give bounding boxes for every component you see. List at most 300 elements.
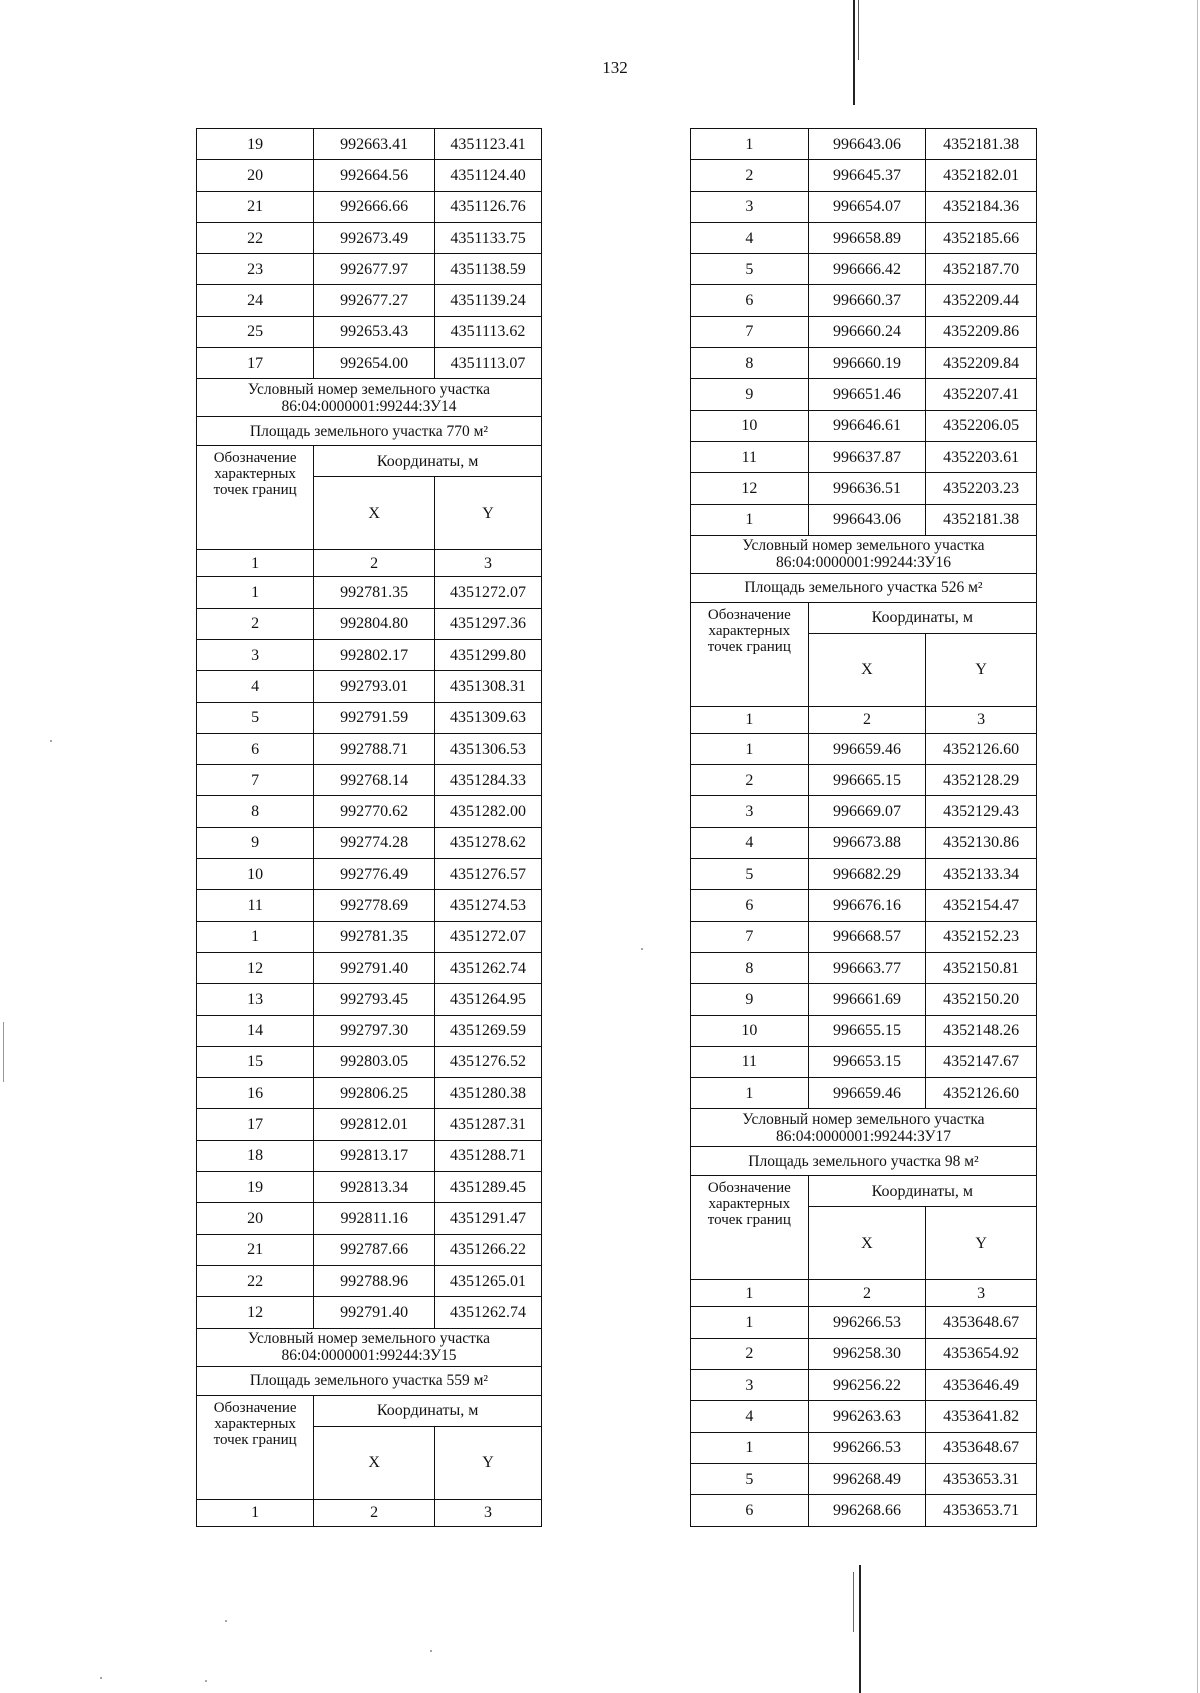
- y-coordinate-cell: 4351113.07: [435, 348, 542, 379]
- x-coordinate-cell: 996658.89: [808, 222, 926, 253]
- point-number-cell: 4: [197, 671, 314, 702]
- point-number-cell: 2: [691, 765, 809, 796]
- point-number-cell: 9: [197, 827, 314, 858]
- header-coordinates-cell: Координаты, м: [808, 602, 1036, 633]
- table-row: [691, 859, 1037, 890]
- y-coordinate-cell: 4351272.07: [435, 921, 542, 952]
- y-coordinate-cell: 4351287.31: [435, 1109, 542, 1140]
- table-row: [197, 859, 542, 890]
- x-coordinate-cell: 992781.35: [314, 921, 435, 952]
- point-number-cell: 3: [691, 191, 809, 222]
- y-coordinate-cell: 4351282.00: [435, 796, 542, 827]
- point-number-cell: 8: [197, 796, 314, 827]
- table-row: [197, 1297, 542, 1328]
- x-coordinate-cell: 992788.71: [314, 733, 435, 764]
- y-coordinate-cell: 4352129.43: [926, 796, 1037, 827]
- right-coordinates-column: [690, 128, 1037, 1527]
- table-row: [691, 1432, 1037, 1463]
- x-coordinate-cell: 992781.35: [314, 577, 435, 608]
- x-coordinate-cell: 992663.41: [314, 129, 435, 160]
- table-row: [691, 1015, 1037, 1046]
- parcel-number-cell: [691, 1109, 1037, 1147]
- point-number-cell: 3: [691, 1370, 809, 1401]
- table-row: [197, 316, 542, 347]
- point-number-cell: 1: [691, 1078, 809, 1109]
- x-coordinate-cell: 992770.62: [314, 796, 435, 827]
- header-row-column-numbers: [691, 1280, 1037, 1307]
- x-coordinate-cell: 992791.59: [314, 702, 435, 733]
- x-coordinate-cell: 992787.66: [314, 1234, 435, 1265]
- table-row: [197, 191, 542, 222]
- table-row: [691, 129, 1037, 160]
- point-number-cell: 1: [197, 577, 314, 608]
- y-coordinate-cell: 4351288.71: [435, 1140, 542, 1171]
- table-row: [691, 921, 1037, 952]
- point-number-cell: 8: [691, 348, 809, 379]
- x-coordinate-cell: 996256.22: [808, 1370, 926, 1401]
- point-number-cell: 10: [691, 410, 809, 441]
- point-number-cell: 1: [691, 1307, 809, 1338]
- y-coordinate-cell: 4351284.33: [435, 765, 542, 796]
- right-coordinates-table: [690, 128, 1037, 1527]
- y-coordinate-cell: 4351133.75: [435, 222, 542, 253]
- table-row: [197, 733, 542, 764]
- header-row-column-numbers: [197, 1499, 542, 1526]
- y-coordinate-cell: 4351309.63: [435, 702, 542, 733]
- parcel-number-cell: [197, 1328, 542, 1366]
- parcel-area-cell: Площадь земельного участка 770 м²: [197, 417, 542, 446]
- y-coordinate-cell: 4351308.31: [435, 671, 542, 702]
- y-coordinate-cell: 4351113.62: [435, 316, 542, 347]
- point-number-cell: 7: [691, 921, 809, 952]
- table-row: [691, 348, 1037, 379]
- y-coordinate-cell: 4351280.38: [435, 1078, 542, 1109]
- x-coordinate-cell: 992664.56: [314, 160, 435, 191]
- table-row: [691, 952, 1037, 983]
- header-y-cell: Y: [435, 1426, 542, 1499]
- point-number-cell: 20: [197, 1203, 314, 1234]
- y-coordinate-cell: 4351266.22: [435, 1234, 542, 1265]
- scan-speck: [641, 948, 643, 950]
- point-number-cell: 4: [691, 1401, 809, 1432]
- x-coordinate-cell: 992812.01: [314, 1109, 435, 1140]
- parcel-number-label: Условный номер земельного участка: [742, 537, 985, 555]
- y-coordinate-cell: 4352126.60: [926, 733, 1037, 764]
- table-row: [691, 1307, 1037, 1338]
- x-coordinate-cell: 996660.19: [808, 348, 926, 379]
- table-row: [691, 191, 1037, 222]
- header-col-number-3: 3: [435, 550, 542, 577]
- header-designation-cell: Обозначение характерных точек границ: [197, 1395, 314, 1499]
- parcel-area-row: [197, 1366, 542, 1395]
- point-number-cell: 6: [197, 733, 314, 764]
- x-coordinate-cell: 992778.69: [314, 890, 435, 921]
- table-row: [197, 1046, 542, 1077]
- parcel-area-row: [691, 573, 1037, 602]
- y-coordinate-cell: 4351123.41: [435, 129, 542, 160]
- y-coordinate-cell: 4351274.53: [435, 890, 542, 921]
- table-row: [691, 160, 1037, 191]
- point-number-cell: 6: [691, 1495, 809, 1526]
- x-coordinate-cell: 996651.46: [808, 379, 926, 410]
- x-coordinate-cell: 996659.46: [808, 733, 926, 764]
- table-row: [197, 1015, 542, 1046]
- y-coordinate-cell: 4352181.38: [926, 504, 1037, 535]
- point-number-cell: 14: [197, 1015, 314, 1046]
- x-coordinate-cell: 992653.43: [314, 316, 435, 347]
- parcel-section-row: [197, 1328, 542, 1366]
- parcel-section-row: [691, 1109, 1037, 1147]
- x-coordinate-cell: 996655.15: [808, 1015, 926, 1046]
- header-x-cell: X: [314, 1426, 435, 1499]
- table-row: [691, 316, 1037, 347]
- x-coordinate-cell: 992813.17: [314, 1140, 435, 1171]
- y-coordinate-cell: 4353653.71: [926, 1495, 1037, 1526]
- x-coordinate-cell: 996660.37: [808, 285, 926, 316]
- y-coordinate-cell: 4352203.23: [926, 473, 1037, 504]
- y-coordinate-cell: 4351278.62: [435, 827, 542, 858]
- y-coordinate-cell: 4351289.45: [435, 1172, 542, 1203]
- table-row: [691, 796, 1037, 827]
- point-number-cell: 10: [691, 1015, 809, 1046]
- x-coordinate-cell: 996643.06: [808, 129, 926, 160]
- table-row: [197, 702, 542, 733]
- x-coordinate-cell: 992813.34: [314, 1172, 435, 1203]
- parcel-area-cell: Площадь земельного участка 559 м²: [197, 1366, 542, 1395]
- x-coordinate-cell: 996643.06: [808, 504, 926, 535]
- x-coordinate-cell: 996268.66: [808, 1495, 926, 1526]
- header-col-number-2: 2: [314, 1499, 435, 1526]
- point-number-cell: 22: [197, 222, 314, 253]
- y-coordinate-cell: 4352207.41: [926, 379, 1037, 410]
- x-coordinate-cell: 996258.30: [808, 1338, 926, 1369]
- parcel-area-row: [691, 1147, 1037, 1176]
- header-col-number-1: 1: [691, 1280, 809, 1307]
- point-number-cell: 2: [197, 608, 314, 639]
- x-coordinate-cell: 992802.17: [314, 639, 435, 670]
- header-designation-cell: Обозначение характерных точек границ: [691, 1176, 809, 1280]
- y-coordinate-cell: 4351291.47: [435, 1203, 542, 1234]
- header-row-coordinates: [691, 1176, 1037, 1207]
- header-y-cell: Y: [926, 633, 1037, 706]
- x-coordinate-cell: 996268.49: [808, 1463, 926, 1494]
- x-coordinate-cell: 992811.16: [314, 1203, 435, 1234]
- x-coordinate-cell: 992788.96: [314, 1265, 435, 1296]
- header-y-cell: Y: [926, 1207, 1037, 1280]
- parcel-number-cell: [691, 535, 1037, 573]
- table-row: [197, 765, 542, 796]
- scan-speck: [225, 1620, 227, 1622]
- point-number-cell: 16: [197, 1078, 314, 1109]
- table-row: [197, 1078, 542, 1109]
- parcel-cadastral-number: 86:04:0000001:99244:ЗУ15: [281, 1347, 457, 1364]
- x-coordinate-cell: 992793.45: [314, 984, 435, 1015]
- y-coordinate-cell: 4351126.76: [435, 191, 542, 222]
- point-number-cell: 15: [197, 1046, 314, 1077]
- y-coordinate-cell: 4352133.34: [926, 859, 1037, 890]
- x-coordinate-cell: 996663.77: [808, 952, 926, 983]
- y-coordinate-cell: 4353653.31: [926, 1463, 1037, 1494]
- table-row: [197, 1203, 542, 1234]
- x-coordinate-cell: 996676.16: [808, 890, 926, 921]
- parcel-number-label: Условный номер земельного участка: [247, 1330, 491, 1347]
- parcel-number-cell: [197, 379, 542, 417]
- table-row: [691, 1495, 1037, 1526]
- y-coordinate-cell: 4351306.53: [435, 733, 542, 764]
- header-col-number-2: 2: [808, 706, 926, 733]
- y-coordinate-cell: 4351262.74: [435, 1297, 542, 1328]
- table-row: [197, 890, 542, 921]
- scan-speck: [100, 1677, 102, 1679]
- header-row-column-numbers: [197, 550, 542, 577]
- header-coordinates-cell: Координаты, м: [314, 446, 542, 477]
- y-coordinate-cell: 4352182.01: [926, 160, 1037, 191]
- scan-left-mark: [3, 1022, 4, 1082]
- table-row: [691, 410, 1037, 441]
- y-coordinate-cell: 4352185.66: [926, 222, 1037, 253]
- header-col-number-2: 2: [808, 1280, 926, 1307]
- parcel-section-row: [197, 379, 542, 417]
- scan-binding-line-bottom-2: [853, 1572, 854, 1632]
- point-number-cell: 7: [691, 316, 809, 347]
- y-coordinate-cell: 4351297.36: [435, 608, 542, 639]
- table-row: [691, 222, 1037, 253]
- scan-speck: [430, 1650, 432, 1652]
- point-number-cell: 21: [197, 191, 314, 222]
- table-row: [691, 890, 1037, 921]
- y-coordinate-cell: 4351138.59: [435, 254, 542, 285]
- scan-speck: [50, 740, 52, 742]
- table-row: [197, 254, 542, 285]
- header-col-number-3: 3: [926, 1280, 1037, 1307]
- point-number-cell: 11: [197, 890, 314, 921]
- y-coordinate-cell: 4353648.67: [926, 1432, 1037, 1463]
- point-number-cell: 1: [691, 504, 809, 535]
- left-coordinates-column: [196, 128, 542, 1527]
- x-coordinate-cell: 992803.05: [314, 1046, 435, 1077]
- table-row: [691, 379, 1037, 410]
- table-row: [691, 1463, 1037, 1494]
- header-row-column-numbers: [691, 706, 1037, 733]
- x-coordinate-cell: 992791.40: [314, 1297, 435, 1328]
- point-number-cell: 1: [197, 921, 314, 952]
- table-row: [691, 1078, 1037, 1109]
- y-coordinate-cell: 4352130.86: [926, 827, 1037, 858]
- table-row: [691, 1338, 1037, 1369]
- x-coordinate-cell: 996645.37: [808, 160, 926, 191]
- table-row: [197, 129, 542, 160]
- table-row: [197, 577, 542, 608]
- x-coordinate-cell: 992776.49: [314, 859, 435, 890]
- header-y-cell: Y: [435, 477, 542, 550]
- parcel-number-label: Условный номер земельного участка: [742, 1110, 985, 1128]
- parcel-area-row: [197, 417, 542, 446]
- point-number-cell: 12: [197, 952, 314, 983]
- header-designation-cell: Обозначение характерных точек границ: [197, 446, 314, 550]
- point-number-cell: 20: [197, 160, 314, 191]
- point-number-cell: 7: [197, 765, 314, 796]
- table-row: [197, 1172, 542, 1203]
- y-coordinate-cell: 4352126.60: [926, 1078, 1037, 1109]
- table-row: [197, 796, 542, 827]
- parcel-cadastral-number: 86:04:0000001:99244:ЗУ16: [775, 554, 952, 572]
- header-x-cell: X: [808, 633, 926, 706]
- y-coordinate-cell: 4352209.44: [926, 285, 1037, 316]
- point-number-cell: 19: [197, 1172, 314, 1203]
- x-coordinate-cell: 992768.14: [314, 765, 435, 796]
- header-col-number-1: 1: [691, 706, 809, 733]
- x-coordinate-cell: 996263.63: [808, 1401, 926, 1432]
- table-row: [197, 984, 542, 1015]
- table-row: [197, 827, 542, 858]
- header-x-cell: X: [808, 1207, 926, 1280]
- point-number-cell: 2: [691, 160, 809, 191]
- x-coordinate-cell: 996653.15: [808, 1046, 926, 1077]
- table-row: [197, 1265, 542, 1296]
- x-coordinate-cell: 992673.49: [314, 222, 435, 253]
- x-coordinate-cell: 992677.27: [314, 285, 435, 316]
- left-coordinates-table: [196, 128, 542, 1527]
- y-coordinate-cell: 4352152.23: [926, 921, 1037, 952]
- table-row: [197, 222, 542, 253]
- x-coordinate-cell: 996266.53: [808, 1432, 926, 1463]
- table-row: [691, 254, 1037, 285]
- point-number-cell: 5: [197, 702, 314, 733]
- header-col-number-3: 3: [435, 1499, 542, 1526]
- y-coordinate-cell: 4352187.70: [926, 254, 1037, 285]
- table-row: [691, 285, 1037, 316]
- table-row: [691, 827, 1037, 858]
- x-coordinate-cell: 996669.07: [808, 796, 926, 827]
- scan-binding-line-top-2: [858, 0, 859, 60]
- header-col-number-1: 1: [197, 550, 314, 577]
- header-row-coordinates: [691, 602, 1037, 633]
- x-coordinate-cell: 992677.97: [314, 254, 435, 285]
- x-coordinate-cell: 992806.25: [314, 1078, 435, 1109]
- y-coordinate-cell: 4351276.57: [435, 859, 542, 890]
- x-coordinate-cell: 996666.42: [808, 254, 926, 285]
- point-number-cell: 1: [691, 733, 809, 764]
- header-row-coordinates: [197, 446, 542, 477]
- y-coordinate-cell: 4351124.40: [435, 160, 542, 191]
- point-number-cell: 9: [691, 379, 809, 410]
- y-coordinate-cell: 4351299.80: [435, 639, 542, 670]
- scan-speck: [205, 1680, 207, 1682]
- x-coordinate-cell: 996673.88: [808, 827, 926, 858]
- scan-right-edge-line: [1197, 0, 1198, 1693]
- table-row: [197, 608, 542, 639]
- x-coordinate-cell: 996661.69: [808, 984, 926, 1015]
- parcel-area-cell: Площадь земельного участка 526 м²: [691, 573, 1037, 602]
- y-coordinate-cell: 4351262.74: [435, 952, 542, 983]
- header-x-cell: X: [314, 477, 435, 550]
- point-number-cell: 9: [691, 984, 809, 1015]
- scan-binding-line-top: [853, 0, 855, 105]
- header-coordinates-cell: Координаты, м: [314, 1395, 542, 1426]
- y-coordinate-cell: 4353654.92: [926, 1338, 1037, 1369]
- header-col-number-3: 3: [926, 706, 1037, 733]
- table-row: [691, 733, 1037, 764]
- header-designation-cell: Обозначение характерных точек границ: [691, 602, 809, 706]
- parcel-number-label: Условный номер земельного участка: [247, 380, 491, 398]
- y-coordinate-cell: 4352206.05: [926, 410, 1037, 441]
- table-row: [197, 671, 542, 702]
- point-number-cell: 17: [197, 348, 314, 379]
- x-coordinate-cell: 992793.01: [314, 671, 435, 702]
- y-coordinate-cell: 4353646.49: [926, 1370, 1037, 1401]
- table-row: [197, 921, 542, 952]
- y-coordinate-cell: 4352203.61: [926, 441, 1037, 472]
- point-number-cell: 2: [691, 1338, 809, 1369]
- table-row: [197, 1109, 542, 1140]
- table-row: [197, 348, 542, 379]
- point-number-cell: 1: [691, 1432, 809, 1463]
- point-number-cell: 17: [197, 1109, 314, 1140]
- y-coordinate-cell: 4351272.07: [435, 577, 542, 608]
- parcel-section-row: [691, 535, 1037, 573]
- table-row: [691, 1370, 1037, 1401]
- y-coordinate-cell: 4352150.81: [926, 952, 1037, 983]
- y-coordinate-cell: 4352150.20: [926, 984, 1037, 1015]
- parcel-cadastral-number: 86:04:0000001:99244:ЗУ14: [281, 397, 457, 415]
- point-number-cell: 5: [691, 1463, 809, 1494]
- table-row: [197, 285, 542, 316]
- table-row: [691, 765, 1037, 796]
- table-row: [197, 1234, 542, 1265]
- x-coordinate-cell: 992804.80: [314, 608, 435, 639]
- x-coordinate-cell: 996665.15: [808, 765, 926, 796]
- point-number-cell: 4: [691, 827, 809, 858]
- x-coordinate-cell: 996636.51: [808, 473, 926, 504]
- x-coordinate-cell: 992791.40: [314, 952, 435, 983]
- point-number-cell: 4: [691, 222, 809, 253]
- point-number-cell: 22: [197, 1265, 314, 1296]
- table-row: [197, 952, 542, 983]
- table-row: [691, 441, 1037, 472]
- y-coordinate-cell: 4352181.38: [926, 129, 1037, 160]
- parcel-cadastral-number: 86:04:0000001:99244:ЗУ17: [775, 1127, 952, 1145]
- scan-binding-line-bottom: [859, 1565, 861, 1693]
- table-row: [691, 1046, 1037, 1077]
- x-coordinate-cell: 992797.30: [314, 1015, 435, 1046]
- y-coordinate-cell: 4352128.29: [926, 765, 1037, 796]
- y-coordinate-cell: 4353641.82: [926, 1401, 1037, 1432]
- y-coordinate-cell: 4353648.67: [926, 1307, 1037, 1338]
- point-number-cell: 8: [691, 952, 809, 983]
- point-number-cell: 12: [691, 473, 809, 504]
- point-number-cell: 13: [197, 984, 314, 1015]
- table-row: [197, 1140, 542, 1171]
- point-number-cell: 12: [197, 1297, 314, 1328]
- x-coordinate-cell: 996668.57: [808, 921, 926, 952]
- y-coordinate-cell: 4352209.86: [926, 316, 1037, 347]
- point-number-cell: 23: [197, 254, 314, 285]
- point-number-cell: 3: [691, 796, 809, 827]
- point-number-cell: 10: [197, 859, 314, 890]
- x-coordinate-cell: 992666.66: [314, 191, 435, 222]
- y-coordinate-cell: 4352154.47: [926, 890, 1037, 921]
- point-number-cell: 19: [197, 129, 314, 160]
- header-col-number-2: 2: [314, 550, 435, 577]
- x-coordinate-cell: 996646.61: [808, 410, 926, 441]
- x-coordinate-cell: 996659.46: [808, 1078, 926, 1109]
- x-coordinate-cell: 996682.29: [808, 859, 926, 890]
- y-coordinate-cell: 4351269.59: [435, 1015, 542, 1046]
- y-coordinate-cell: 4351139.24: [435, 285, 542, 316]
- point-number-cell: 18: [197, 1140, 314, 1171]
- table-row: [691, 504, 1037, 535]
- point-number-cell: 3: [197, 639, 314, 670]
